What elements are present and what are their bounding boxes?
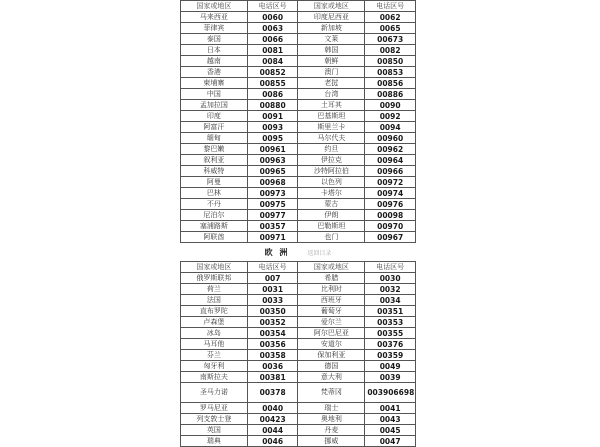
table-row: [181, 166, 416, 177]
area-code-cell: 00376: [365, 339, 416, 350]
table-row: [181, 199, 416, 210]
area-code-cell: 0084: [247, 56, 298, 67]
area-code-cell: 00358: [247, 350, 298, 361]
header-code: 电话区号: [365, 1, 416, 12]
table-row: [181, 339, 416, 350]
area-code-cell: 0043: [365, 414, 416, 425]
region-cell: 直布罗陀: [181, 306, 248, 317]
region-cell: 保加利亚: [298, 350, 365, 361]
area-code-cell: 00850: [365, 56, 416, 67]
region-cell: 斯里兰卡: [298, 122, 365, 133]
area-code-cell: 00966: [365, 166, 416, 177]
region-cell: 老挝: [298, 78, 365, 89]
table-row: [181, 67, 416, 78]
table-row: [181, 155, 416, 166]
region-cell: 英国: [181, 425, 248, 436]
area-code-cell: 0034: [365, 295, 416, 306]
area-code-cell: 0092: [365, 111, 416, 122]
region-cell: 马来西亚: [181, 12, 248, 23]
header-region: 国家或地区: [298, 262, 365, 273]
region-cell: 法国: [181, 295, 248, 306]
area-code-cell: 00960: [365, 133, 416, 144]
area-code-cell: 00853: [365, 67, 416, 78]
area-code-cell: 0040: [247, 403, 298, 414]
region-cell: 德国: [298, 361, 365, 372]
region-cell: 阿尔巴尼亚: [298, 328, 365, 339]
area-code-cell: 00964: [365, 155, 416, 166]
region-cell: 西班牙: [298, 295, 365, 306]
area-code-cell: 00673: [365, 34, 416, 45]
area-code-cell: 00972: [365, 177, 416, 188]
area-code-cell: 00970: [365, 221, 416, 232]
region-cell: 伊拉克: [298, 155, 365, 166]
region-cell: 香港: [181, 67, 248, 78]
table-row: [181, 133, 416, 144]
area-code-cell: 00967: [365, 232, 416, 243]
area-code-cell: 00423: [247, 414, 298, 425]
table-row: [181, 295, 416, 306]
table-row: [181, 34, 416, 45]
region-cell: 约旦: [298, 144, 365, 155]
region-cell: 匈牙利: [181, 361, 248, 372]
area-code-cell: 0046: [247, 436, 298, 447]
table-row: [181, 23, 416, 34]
area-code-cell: 0066: [247, 34, 298, 45]
area-code-sheet: [180, 0, 416, 447]
europe-table: [180, 261, 416, 447]
header-code: 电话区号: [247, 262, 298, 273]
region-cell: 卡塔尔: [298, 188, 365, 199]
region-cell: 不丹: [181, 199, 248, 210]
area-code-cell: 00351: [365, 306, 416, 317]
region-cell: 印度: [181, 111, 248, 122]
area-code-cell: 007: [247, 273, 298, 284]
region-cell: 叙利亚: [181, 155, 248, 166]
table-row: [181, 56, 416, 67]
region-cell: 安道尔: [298, 339, 365, 350]
europe-section-label: [180, 245, 416, 259]
table-row: [181, 350, 416, 361]
area-code-cell: 0045: [365, 425, 416, 436]
table-row: [181, 414, 416, 425]
area-code-cell: 0091: [247, 111, 298, 122]
table-row: [181, 317, 416, 328]
area-code-cell: 00098: [365, 210, 416, 221]
table-row: [181, 210, 416, 221]
region-cell: 巴林: [181, 188, 248, 199]
area-code-cell: 0032: [365, 284, 416, 295]
area-code-cell: 00971: [247, 232, 298, 243]
region-cell: 伊朗: [298, 210, 365, 221]
area-code-cell: 00962: [365, 144, 416, 155]
area-code-cell: 00968: [247, 177, 298, 188]
area-code-cell: 0039: [365, 372, 416, 383]
region-cell: 葡萄牙: [298, 306, 365, 317]
area-code-cell: 00356: [247, 339, 298, 350]
area-code-cell: 0041: [365, 403, 416, 414]
region-cell: 柬埔寨: [181, 78, 248, 89]
table-row: [181, 12, 416, 23]
region-cell: 韩国: [298, 45, 365, 56]
table-row: [181, 372, 416, 383]
area-code-cell: 0094: [365, 122, 416, 133]
region-cell: 澳门: [298, 67, 365, 78]
region-cell: 黎巴嫩: [181, 144, 248, 155]
region-cell: 尼泊尔: [181, 210, 248, 221]
area-code-cell: 0049: [365, 361, 416, 372]
region-cell: 台湾: [298, 89, 365, 100]
area-code-cell: 0033: [247, 295, 298, 306]
area-code-cell: 0082: [365, 45, 416, 56]
table-row: [181, 177, 416, 188]
region-cell: 缅甸: [181, 133, 248, 144]
region-cell: 意大利: [298, 372, 365, 383]
region-cell: 卢森堡: [181, 317, 248, 328]
region-cell: 希腊: [298, 273, 365, 284]
table-row: [181, 403, 416, 414]
table-header-row: [181, 1, 416, 12]
area-code-cell: 0081: [247, 45, 298, 56]
area-code-cell: 00381: [247, 372, 298, 383]
region-cell: 瑞士: [298, 403, 365, 414]
region-cell: 奥地利: [298, 414, 365, 425]
header-code: 电话区号: [247, 1, 298, 12]
region-cell: 挪威: [298, 436, 365, 447]
table-row: [181, 273, 416, 284]
region-cell: 圣马力诺: [181, 383, 248, 403]
region-cell: 南斯拉夫: [181, 372, 248, 383]
area-code-cell: 0060: [247, 12, 298, 23]
section-title: 欧 洲: [264, 247, 290, 257]
region-cell: 泰国: [181, 34, 248, 45]
area-code-cell: 00852: [247, 67, 298, 78]
region-cell: 巴勒斯坦: [298, 221, 365, 232]
table-row: [181, 328, 416, 339]
table-row: [181, 232, 416, 243]
region-cell: 土耳其: [298, 100, 365, 111]
area-code-cell: 00359: [365, 350, 416, 361]
area-code-cell: 0065: [365, 23, 416, 34]
header-code: 电话区号: [365, 262, 416, 273]
area-code-cell: 00855: [247, 78, 298, 89]
region-cell: 芬兰: [181, 350, 248, 361]
region-cell: 巴基斯坦: [298, 111, 365, 122]
region-cell: 马尔代夫: [298, 133, 365, 144]
region-cell: 比利时: [298, 284, 365, 295]
header-region: 国家或地区: [298, 1, 365, 12]
table-row: [181, 122, 416, 133]
region-cell: 马耳他: [181, 339, 248, 350]
region-cell: 冰岛: [181, 328, 248, 339]
area-code-cell: 0031: [247, 284, 298, 295]
region-cell: 罗马尼亚: [181, 403, 248, 414]
table-row: [181, 361, 416, 372]
area-code-cell: 0086: [247, 89, 298, 100]
area-code-cell: 00974: [365, 188, 416, 199]
region-cell: 沙特阿拉伯: [298, 166, 365, 177]
region-cell: 也门: [298, 232, 365, 243]
asia-table: [180, 0, 416, 243]
region-cell: 梵蒂冈: [298, 383, 365, 403]
region-cell: 菲律宾: [181, 23, 248, 34]
region-cell: 爱尔兰: [298, 317, 365, 328]
header-region: 国家或地区: [181, 262, 248, 273]
table-row: [181, 221, 416, 232]
area-code-cell: 0036: [247, 361, 298, 372]
table-row: [181, 111, 416, 122]
area-code-cell: 0063: [247, 23, 298, 34]
area-code-cell: 0090: [365, 100, 416, 111]
region-cell: 俄罗斯联邦: [181, 273, 248, 284]
area-code-cell: 0093: [247, 122, 298, 133]
area-code-cell: 00353: [365, 317, 416, 328]
region-cell: 中国: [181, 89, 248, 100]
area-code-cell: 00961: [247, 144, 298, 155]
table-row: [181, 188, 416, 199]
table-row: [181, 89, 416, 100]
table-row: [181, 45, 416, 56]
region-cell: 日本: [181, 45, 248, 56]
region-cell: 孟加拉国: [181, 100, 248, 111]
back-to-contents-link[interactable]: 返回目录: [307, 249, 332, 257]
region-cell: 朝鲜: [298, 56, 365, 67]
area-code-cell: 00976: [365, 199, 416, 210]
region-cell: 荷兰: [181, 284, 248, 295]
area-code-cell: 00963: [247, 155, 298, 166]
area-code-cell: 0030: [365, 273, 416, 284]
area-code-cell: 00880: [247, 100, 298, 111]
area-code-cell: 0095: [247, 133, 298, 144]
region-cell: 阿曼: [181, 177, 248, 188]
area-code-cell: 00965: [247, 166, 298, 177]
area-code-cell: 00350: [247, 306, 298, 317]
region-cell: 塞浦路斯: [181, 221, 248, 232]
table-row: [181, 144, 416, 155]
area-code-cell: 0047: [365, 436, 416, 447]
area-code-cell: 00886: [365, 89, 416, 100]
table-row: [181, 100, 416, 111]
table-row: [181, 425, 416, 436]
region-cell: 新加坡: [298, 23, 365, 34]
header-region: 国家或地区: [181, 1, 248, 12]
region-cell: 越南: [181, 56, 248, 67]
area-code-cell: 0062: [365, 12, 416, 23]
area-code-cell: 00355: [365, 328, 416, 339]
region-cell: 阿富汗: [181, 122, 248, 133]
area-code-cell: 00977: [247, 210, 298, 221]
area-code-cell: 00378: [247, 383, 298, 403]
table-header-row: [181, 262, 416, 273]
table-row: [181, 284, 416, 295]
table-row: [181, 306, 416, 317]
region-cell: 列支敦士登: [181, 414, 248, 425]
region-cell: 文莱: [298, 34, 365, 45]
region-cell: 瑞典: [181, 436, 248, 447]
table-row: [181, 436, 416, 447]
area-code-cell: 00856: [365, 78, 416, 89]
region-cell: 阿联酋: [181, 232, 248, 243]
region-cell: 丹麦: [298, 425, 365, 436]
region-cell: 印度尼西亚: [298, 12, 365, 23]
area-code-cell: 00354: [247, 328, 298, 339]
area-code-cell: 00352: [247, 317, 298, 328]
region-cell: 以色列: [298, 177, 365, 188]
region-cell: 蒙古: [298, 199, 365, 210]
area-code-cell: 00975: [247, 199, 298, 210]
area-code-cell: 0044: [247, 425, 298, 436]
table-row: [181, 78, 416, 89]
area-code-cell: 003906698: [365, 383, 416, 403]
area-code-cell: 00973: [247, 188, 298, 199]
area-code-cell: 00357: [247, 221, 298, 232]
region-cell: 科威特: [181, 166, 248, 177]
